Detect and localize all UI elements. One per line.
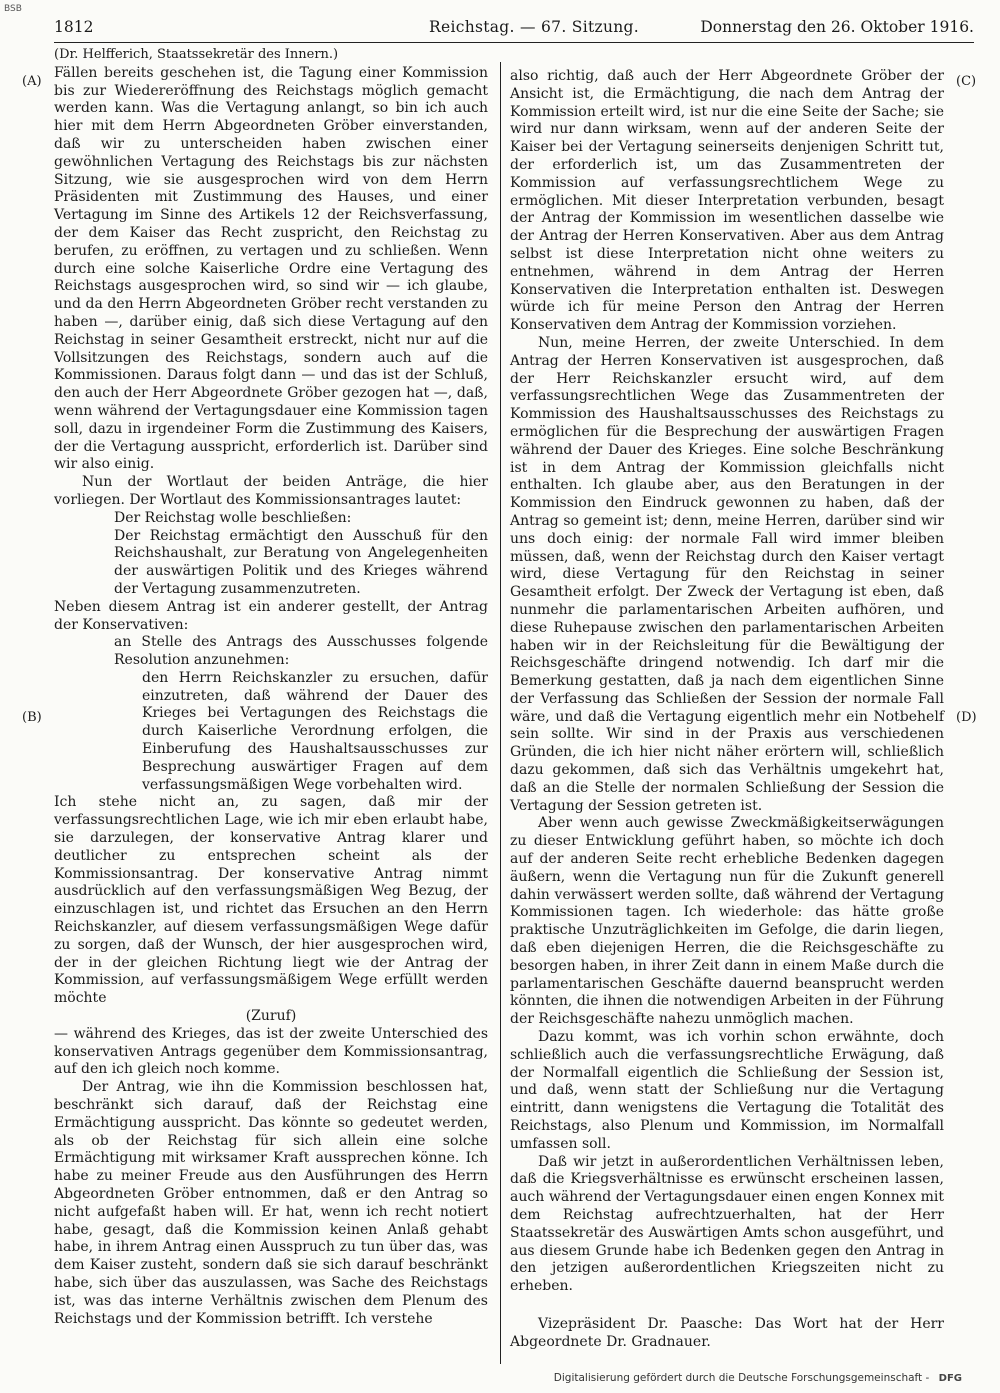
interjection: (Zuruf) — [245, 1008, 297, 1025]
right-column — [510, 68, 944, 1352]
library-mark: BSB — [4, 4, 22, 14]
quote-heading: Der Reichstag wolle beschließen: — [114, 509, 352, 526]
paragraph: Neben diesem Antrag ist ein anderer gestellt, der Antrag der Konservativen: — [54, 598, 488, 633]
paragraph: Aber wenn auch gewisse Zweckmäßigkeitserwägungen zu dieser Entwicklung geführt haben, so möchte ich doch auf der anderen Seite recht erhebliche Bedenken dagegen äußern, wenn die Vertagung nun für die Zukunft generell dahin verwässert werden sollte, daß während der Vertagung Kommissionen tagen. Ich wiederhole: das hätte große praktische Unzuträglichkeiten im Gefolge, die darin liegen, daß eben diejenigen Herren, die die Reichsgeschäfte zu besorgen haben, in ihrer Zeit dann in einem Maße durch die parlamentarischen Geschäfte dauernd beansprucht werden könnten, die ihnen die notwendigen Arbeiten in der Führung der Reichsgeschäfte nahezu unmöglich machen. — [510, 815, 944, 1028]
dfg-logo: DFG — [938, 1373, 962, 1384]
paragraph: Fällen bereits geschehen ist, die Tagung einer Kommission bis zur Wiedereröffnung des Reichstags möglich gemacht werden kann. Was die Vertagung anlangt, so bin ich auch hier mit dem Herrn Abgeordneten Gröber einverstanden, daß wir zu unterscheiden haben zwischen einer gewöhnlichen Vertagung des Reichstags bis zur nächsten Sitzung, wie sie ausgesprochen wird von dem Herrn Präsidenten mit Zustimmung des Hauses, und einer Vertagung im Sinne des Artikels 12 der Reichsverfassung, der dem Kaiser das Recht zuspricht, den Reichstag zu berufen, zu eröffnen, zu vertagen und zu schließen. Wenn durch eine solche Kaiserliche Ordre eine Vertagung des Reichstags ausgesprochen wird, so sind wir — ich glaube, und da den Herrn Abgeordneten Gröber recht verstanden zu haben —, darüber einig, daß sich diese Vertagung auf den Reichstag in seiner Gesamtheit erstreckt, nicht nur auf die Vollsitzungen des Reichstags, sondern auch auf die Kommissionen. Daraus folgt dann — und das ist der Schluß, den auch der Herr Abgeordnete Gröber gezogen hat —, daß, wenn während der Vertagungsdauer eine Kommission tagen soll, dazu in irgendeiner Form die Zustimmung des Kaisers, der die Vertagung ausspricht, erforderlich ist. Darüber sind wir also einig. — [54, 64, 488, 473]
margin-mark-b: (B) — [22, 710, 42, 725]
paragraph: Der Antrag, wie ihn die Kommission beschlossen hat, beschränkt sich darauf, daß der Reichstag eine Ermächtigung ausspricht. Das könnte so gedeutet werden, als ob der Reichstag für sich allein eine solche Ermächtigung mit wirksamer Kraft aussprechen könne. Ich habe zu meiner Freude aus den Ausführungen des Herrn Abgeordneten Gröber entnommen, daß er den Antrag so nicht aufgefaßt haben will. Er hat, wenn ich recht notiert habe, gesagt, daß die Kommission keinen Anlaß gehabt habe, in ihrem Antrag einen Ausspruch zu tun über das, was dem Kaiser zusteht, sondern daß sie sich darauf beschränkt habe, sich über das auszulassen, was Sache des Reichstags ist, was das interne Verhältnis zwischen dem Plenum des Reichstags und der Kommission betrifft. Ich verstehe — [54, 1079, 488, 1327]
header-rule — [54, 42, 974, 43]
paragraph: Daß wir jetzt in außerordentlichen Verhältnissen leben, daß die Kriegsverhältnisse es erwünscht erscheinen lassen, auch während der Vertagungsdauer einen engen Konnex mit dem Reichstag aufrechtzuerhalten, hat der Herr Staatssekretär des Auswärtigen Amts schon ausgeführt, und aus diesem Grunde habe ich Bedenken gegen den Antrag in den jetzigen außerordentlichen Kriegszeiten nicht zu erheben. — [510, 1153, 944, 1295]
speaker-header: (Dr. Helfferich, Staatssekretär des Innern.) — [54, 47, 339, 62]
margin-mark-a: (A) — [22, 74, 42, 89]
digitization-footer — [554, 1372, 962, 1384]
paragraph: Nun der Wortlaut der beiden Anträge, die hier vorliegen. Der Wortlaut des Kommissionsantrages lautet: — [54, 474, 488, 508]
session-date: Donnerstag den 26. Oktober 1916. — [700, 18, 974, 36]
margin-mark-d: (D) — [956, 710, 977, 725]
left-column — [54, 46, 488, 1328]
quoted-motion: an Stelle des Antrags des Ausschusses folgende Resolution anzunehmen: — [114, 634, 488, 669]
quoted-motion: Der Reichstag ermächtigt den Ausschuß für den Reichshaushalt, zur Beratung von Angelegenheiten der auswärtigen Politik und des Krieges während der Vertagung zusammenzutreten. — [114, 527, 488, 597]
page-title: Reichstag. — 67. Sitzung. — [429, 18, 639, 36]
paragraph: also richtig, daß auch der Herr Abgeordnete Gröber der Ansicht ist, die Ermächtigung, die nach dem Antrag der Kommission erteilt wird, ist nur die eine Seite der Sache; sie wird nur dann wirksam, wenn auf der anderen Seite der Kaiser bei der Vertagung seinerseits denjenigen Schritt tut, der erforderlich ist, um das Zusammentreten der Kommission auf verfassungsrechtlichem Wege zu ermöglichen. Mit dieser Interpretation verbunden, besagt der Antrag der Kommission im wesentlichen dasselbe wie der Antrag der Herren Konservativen. Aber aus dem Antrag selbst ist diese Interpretation nicht ohne weiters zu entnehmen, während in dem Antrag der Herren Konservativen die Interpretation enthalten ist. Deswegen würde ich für meine Person den Antrag der Herren Konservativen dem Antrag der Kommission vorziehen. — [510, 68, 944, 334]
margin-mark-c: (C) — [956, 74, 977, 89]
vice-president-remark: Vizepräsident Dr. Paasche: Das Wort hat der Herr Abgeordnete Dr. Gradnauer. — [510, 1315, 944, 1350]
page-number: 1812 — [54, 18, 94, 36]
page-header — [54, 18, 974, 40]
quoted-resolution: den Herrn Reichskanzler zu ersuchen, dafür einzutreten, daß während der Dauer des Krieges bei Vertagungen des Reichstags die durch Kaiserliche Verordnung erfolgen, die Einberufung des Haushaltsausschusses zur Besprechung auswärtiger Fragen auf dem verfassungsmäßigen Wege vorbehalten wird. — [142, 669, 488, 793]
paragraph: Nun, meine Herren, der zweite Unterschied. In dem Antrag der Herren Konservativen ist ausgesprochen, daß der Herr Reichskanzler ersucht wird, auf dem verfassungsrechtlichen Wege das Zusammentreten der Kommission des Haushaltsausschusses des Reichstags zu ermöglichen für die Besprechung der auswärtigen Fragen während der Dauer des Krieges. Eine solche Beschränkung ist in dem Antrag der Kommission gleichfalls nicht enthalten. Ich glaube aber, aus den Beratungen in der Kommission den Eindruck gewonnen zu haben, daß der Antrag so gemeint ist; denn, meine Herren, darüber sind wir uns doch einig: der normale Fall wird immer bleiben müssen, daß, wenn der Reichstag durch den Kaiser vertagt wird, diese Vertagung für den Reichstag in seiner Gesamtheit erfolgt. Der Zweck der Vertagung ist eben, daß nunmehr die parlamentarischen Arbeiten aufhören, und diese Ruhepause zwischen den parlamentarischen Arbeiten haben wir in der Reichsleitung für die Bewältigung der Reichsgeschäfte dringend notwendig. Ich darf mir die Bemerkung gestatten, daß ja nach dem eigentlichen Sinne der Verfassung das Schließen der Session der normale Fall wäre, und daß die Vertagung eigentlich mehr ein Notbehelf sein sollte. Wir sind in der Praxis aus verschiedenen Gründen, die ich hier nicht näher erörtern will, schließlich dazu gekommen, daß sich das Verhältnis umgekehrt hat, daß an die Stelle der normalen Schließung der Session die Vertagung der Session getreten ist. — [510, 334, 944, 814]
paragraph: Ich stehe nicht an, zu sagen, daß mir der verfassungsrechtlichen Lage, wie ich mir eben erlaubt habe, sie darzulegen, der konservative Antrag klarer und deutlicher zu entsprechen scheint als der Kommissionsantrag. Der konservative Antrag nimmt ausdrücklich auf den verfassungsmäßigen Weg Bezug, der einzuschlagen ist, und richtet das Ersuchen an den Herrn Reichskanzler, auf diesem verfassungsmäßigen Wege dafür zu sorgen, daß der Wunsch, der hier ausgesprochen wird, der in der gleichen Richtung liegt wie der Antrag der Kommission, auf verfassungsmäßigem Wege erfüllt werden möchte — [54, 794, 488, 1007]
footer-text: Digitalisierung gefördert durch die Deutsche Forschungsgemeinschaft - — [553, 1372, 930, 1384]
column-divider — [500, 62, 501, 1364]
paragraph: Dazu kommt, was ich vorhin schon erwähnte, doch schließlich auch die verfassungsrechtliche Erwägung, daß der Normalfall eigentlich die Schließung der Session ist, und daß, wenn statt der Schließung nur die Vertagung eintritt, dann wenigstens die Vertagung die Totalität des Reichstags, also Plenum und Kommission, im Normalfall umfassen soll. — [510, 1029, 944, 1152]
paragraph: — während des Krieges, das ist der zweite Unterschied des konservativen Antrags gegenüber dem Kommissionsantrag, auf den ich gleich noch komme. — [54, 1025, 488, 1078]
